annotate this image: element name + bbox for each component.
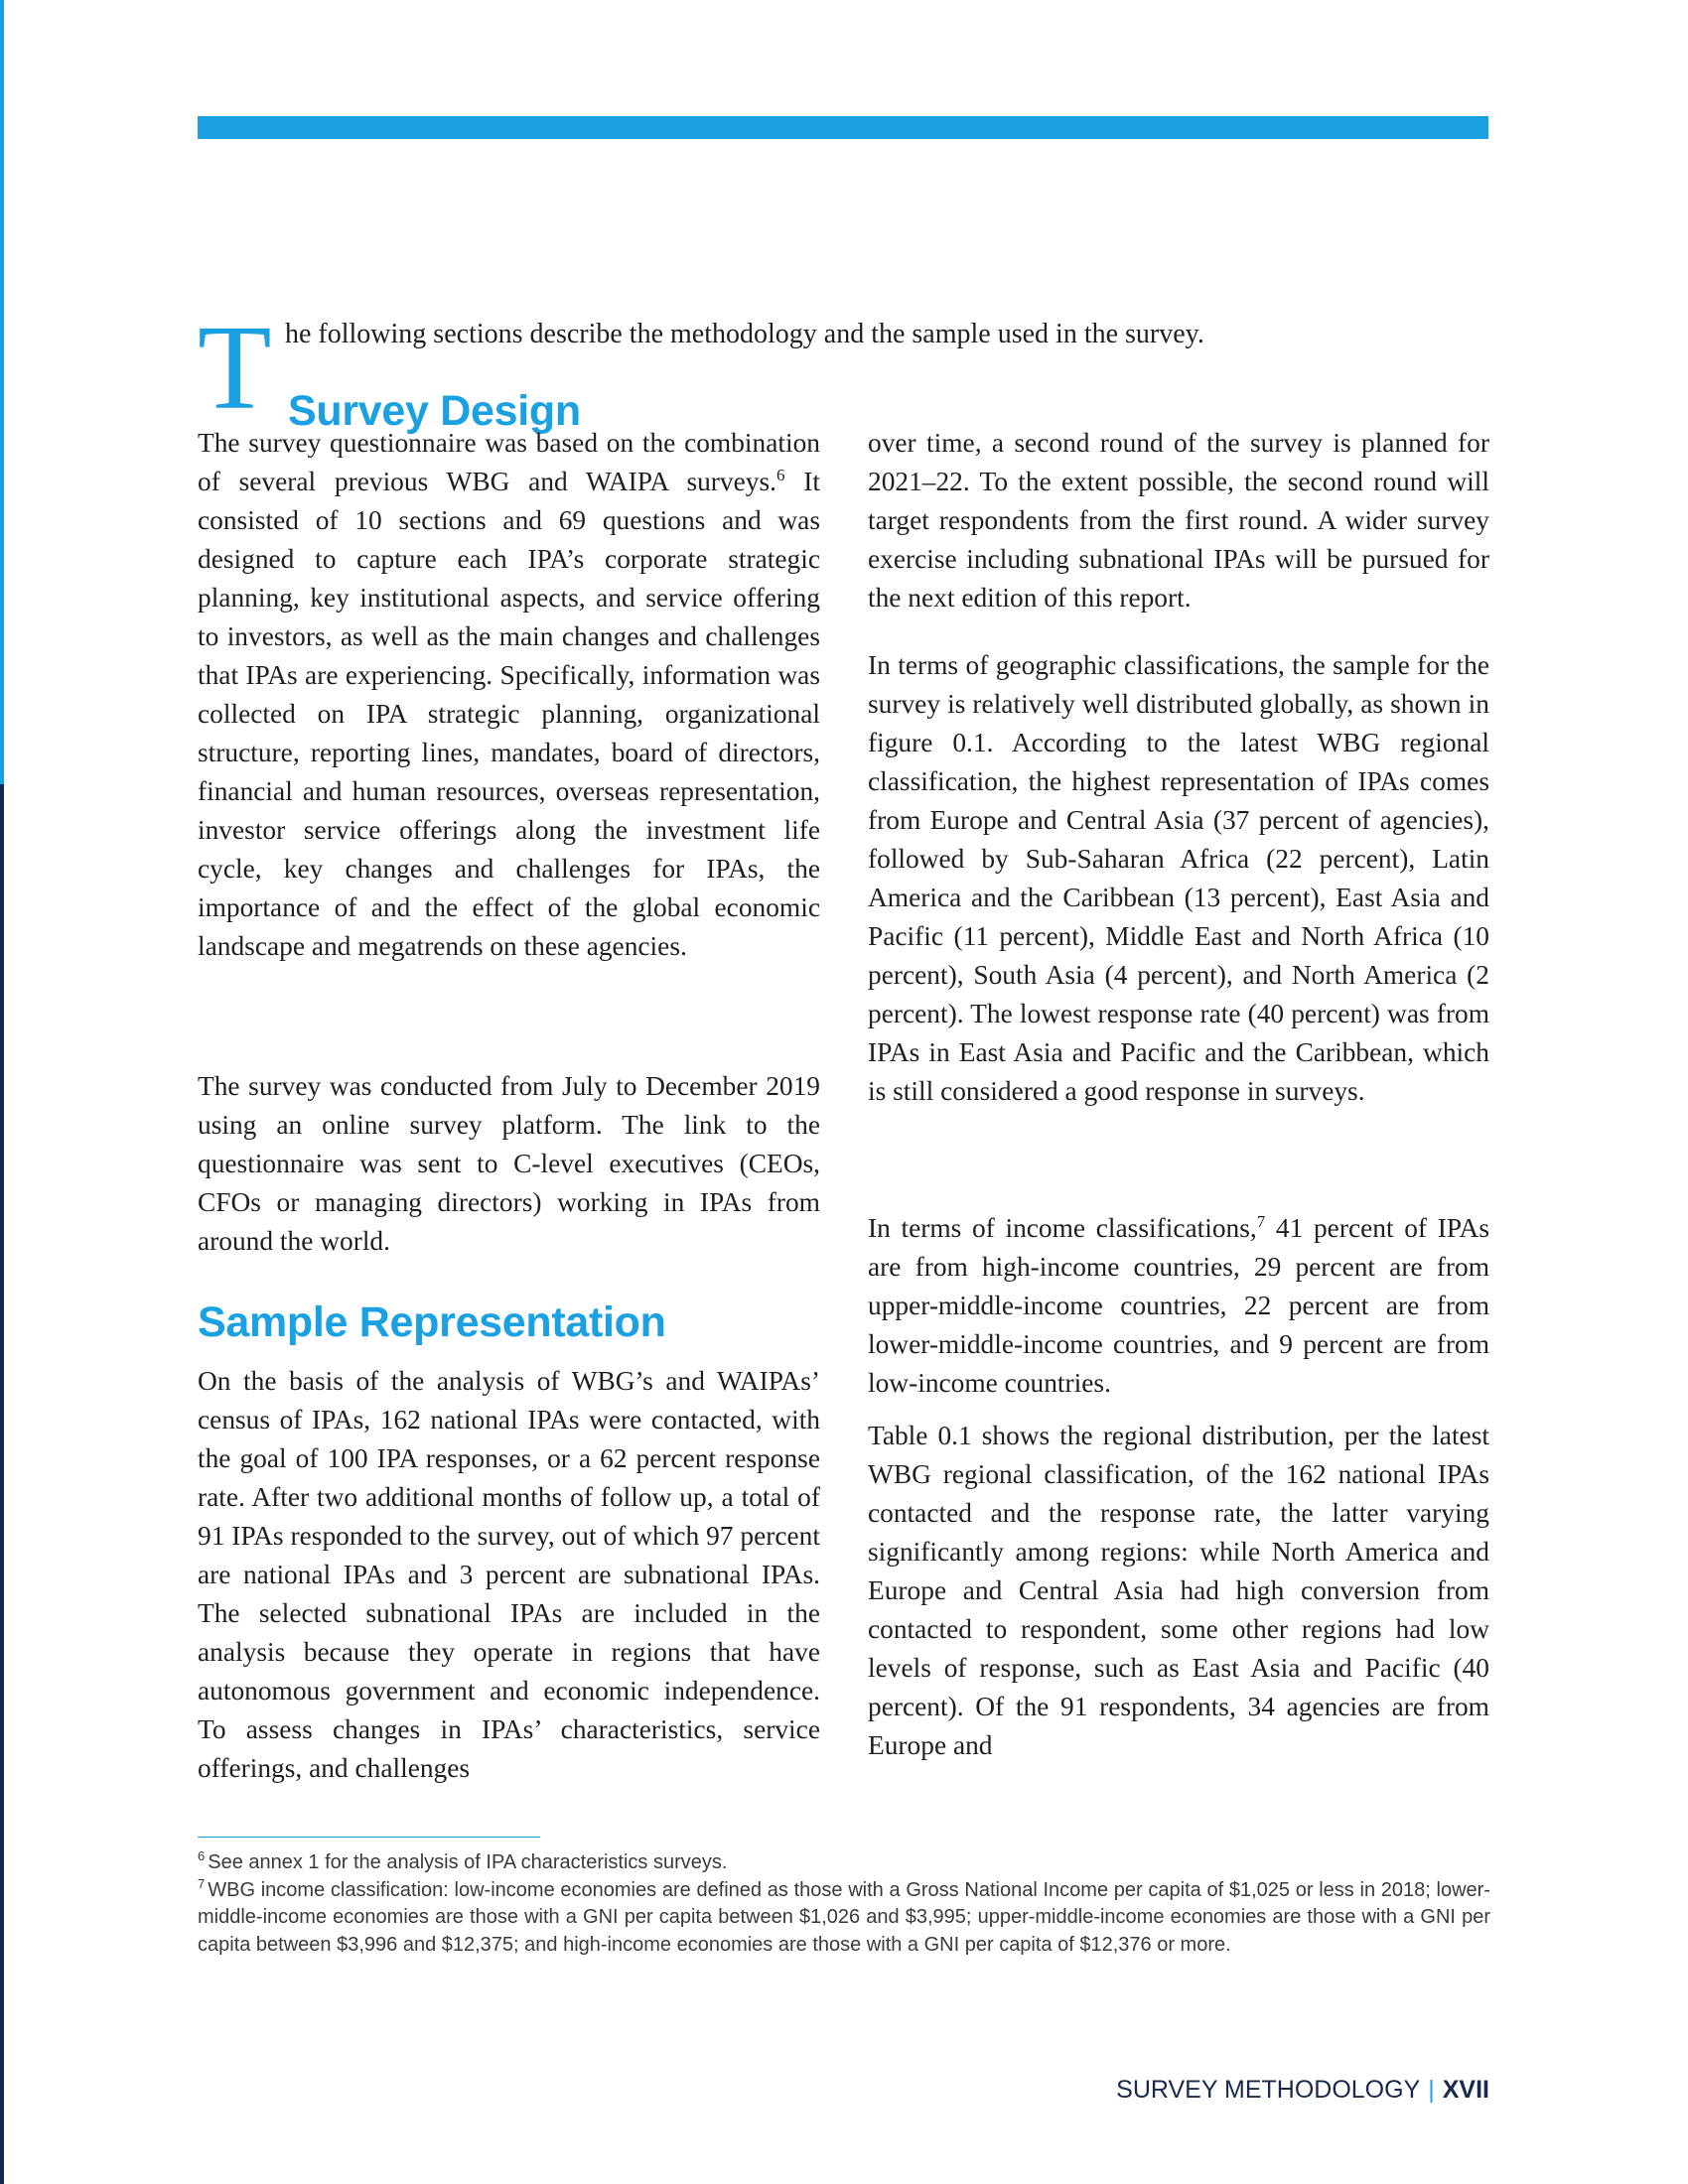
- footnote-ref-6[interactable]: 6: [775, 465, 785, 484]
- page-number: XVII: [1442, 2076, 1489, 2104]
- intro-text: he following sections describe the methodology and the sample used in the survey.: [285, 319, 1204, 349]
- footnote-ref-7[interactable]: 7: [1256, 1211, 1266, 1231]
- footnotes: [198, 1849, 1490, 1959]
- sample-representation-paragraph-3: In terms of income classifications,$^7$ 41 percent of IPAs are from high-income countries, 29 percent are from upper-middle-income countries, 22 percent are from lower-middle-income countries, and 9 percent are from low-income countries.: [868, 1211, 1489, 1398]
- header-rule: [198, 116, 1488, 139]
- footnote-divider: [198, 1837, 540, 1838]
- footnote-6: $^6$ See annex 1 for the analysis of IPA characteristics surveys.: [198, 1848, 728, 1873]
- footer-section-title: SURVEY METHODOLOGY: [1116, 2076, 1421, 2104]
- sample-representation-paragraph-2: In terms of geographic classifications, the sample for the survey is relatively well distributed globally, as shown in figure 0.1. According to the latest WBG regional classification, the highest representation of IPAs comes from Europe and Central Asia (37 percent of agencies), followed by Sub-Saharan Africa (22 percent), Latin America and the Caribbean (13 percent), East Asia and Pacific (11 percent), Middle East and North Africa (10 percent), South Asia (4 percent), and North America (2 percent). The lowest response rate (40 percent) was from IPAs in East Asia and Pacific and the Caribbean, which is still considered a good response in surveys.: [868, 650, 1489, 1106]
- running-footer: [1033, 2076, 1489, 2105]
- survey-design-paragraph-2: The survey was conducted from July to December 2019 using an online survey platform. The link to the questionnaire was sent to C-level executives (CEOs, CFOs or managing directors) working in IPAs from around the world.: [198, 1071, 820, 1256]
- page-edge-navy: [0, 784, 4, 2184]
- sample-representation-paragraph-4: Table 0.1 shows the regional distribution, per the latest WBG regional classification, of the 162 national IPAs contacted and the response rate, the latter varying significantly among regions: while North America and Europe and Central Asia had high conversion from contacted to respondent, some other regions had low levels of response, such as East Asia and Pacific (40 percent). Of the 91 respondents, 34 agencies are from Europe and: [868, 1421, 1489, 1760]
- page-edge-accent: [0, 0, 4, 784]
- survey-design-paragraph-1: The survey questionnaire was based on the combination of several previous WBG and WAIPA surveys.$^6$ It consisted of 10 sections and 69 questions and was designed to capture each IPA’s corporate strategic planning, key institutional aspects, and service offering to investors, as well as the main changes and challenges that IPAs are experiencing. Specifically, information was collected on IPA strategic planning, organizational structure, reporting lines, mandates, board of directors, financial and human resources, overseas representation, investor service offerings along the investment life cycle, key changes and challenges for IPAs, the importance of and the effect of the global economic landscape and megatrends on these agencies.: [198, 428, 820, 961]
- sample-representation-paragraph-1: On the basis of the analysis of WBG’s and WAIPAs’ census of IPAs, 162 national IPAs were contacted, with the goal of 100 IPA responses, or a 62 percent response rate. After two additional months of follow up, a total of 91 IPAs responded to the survey, out of which 97 percent are national IPAs and 3 percent are subnational IPAs. The selected subnational IPAs are included in the analysis because they operate in regions that have autonomous government and economic independence. To assess changes in IPAs’ characteristics, service offerings, and challenges: [198, 1366, 820, 1783]
- sample-representation-paragraph-1-continued: over time, a second round of the survey is planned for 2021–22. To the extent possible, the second round will target respondents from the first round. A wider survey exercise including subnational IPAs will be pursued for the next edition of this report.: [868, 428, 1489, 613]
- footnote-7: $^7$ WBG income classification: low-income economies are defined as those with a Gross National Income per capita of $1,025 or less in 2018; lower-middle-income economies are those with a GNI per capita between $1,026 and $3,995; upper-middle-income economies are those with a GNI per capita between $3,996 and $12,375; and high-income economies are those with a GNI per capita of $12,376 or more.: [198, 1875, 1490, 1956]
- drop-cap: T: [198, 301, 272, 435]
- survey-design-heading: Survey Design: [288, 387, 581, 435]
- sample-representation-heading: Sample Representation: [198, 1298, 666, 1346]
- footer-separator: |: [1428, 2076, 1435, 2104]
